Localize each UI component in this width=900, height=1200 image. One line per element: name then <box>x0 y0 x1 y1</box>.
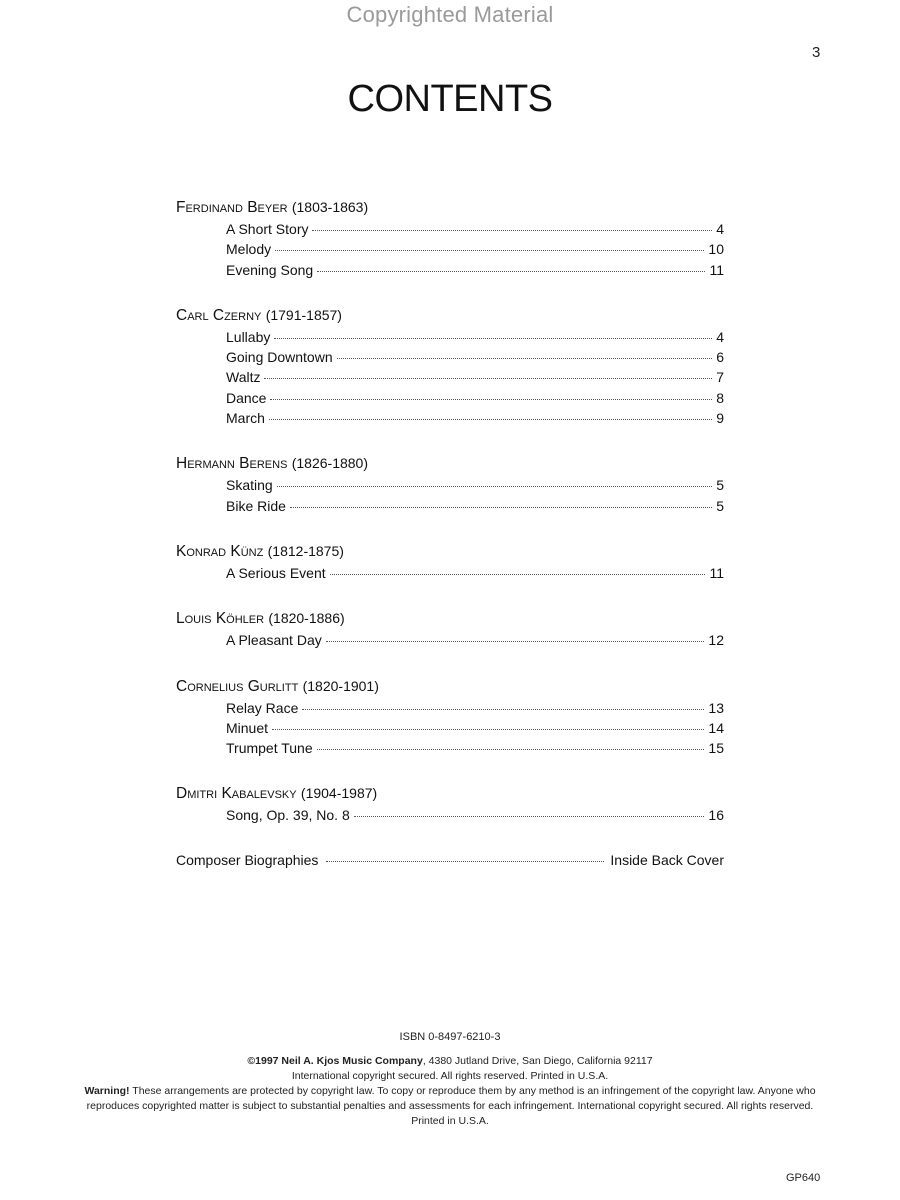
publisher-address: , 4380 Jutland Drive, San Diego, California 92117 <box>422 1055 653 1067</box>
piece-page-number: 14 <box>708 719 724 736</box>
piece-title: Skating <box>226 477 273 494</box>
composer-heading <box>176 304 724 327</box>
toc-entry[interactable] <box>226 630 724 650</box>
warning-text: These arrangements are protected by copyright law. To copy or reproduce them by any method is an infringement of the copyright law. Anyone who reproduces copyrighted matter is subject to substantial penalties and assessments for each infringement. International copyright secured. All rights reserved. Printed in U.S.A. <box>86 1085 816 1127</box>
biographies-page: Inside Back Cover <box>610 851 724 868</box>
composer-name: Konrad Künz <box>176 542 264 560</box>
piece-title: Bike Ride <box>226 497 286 514</box>
piece-page-number: 9 <box>716 410 724 427</box>
toc-entry[interactable] <box>226 563 724 583</box>
composer-heading <box>176 782 724 805</box>
dot-leader <box>269 418 712 420</box>
piece-page-number: 6 <box>716 349 724 366</box>
toc-entry[interactable] <box>226 805 724 825</box>
composer-name: Carl Czerny <box>176 306 262 324</box>
catalog-code: GP640 <box>786 1172 821 1184</box>
toc-entry[interactable] <box>226 367 724 387</box>
composer-dates: (1826-1880) <box>291 455 368 472</box>
composer-name: Ferdinand Beyer <box>176 199 288 216</box>
copyright-holder: ©1997 Neil A. Kjos Music Company <box>247 1055 423 1067</box>
dot-leader <box>317 270 705 272</box>
toc-entry[interactable] <box>226 347 724 367</box>
composer-heading <box>176 540 724 563</box>
piece-title: Melody <box>226 241 272 258</box>
composer-dates: (1820-1901) <box>302 677 379 694</box>
composer-heading <box>176 675 724 698</box>
toc-entry[interactable] <box>226 698 724 718</box>
copyright-watermark: Copyrighted Material <box>346 2 554 27</box>
composer-section <box>176 782 724 825</box>
piece-page-number: 5 <box>716 477 724 494</box>
dot-leader <box>275 249 704 251</box>
dot-leader <box>317 748 705 750</box>
piece-title: A Short Story <box>226 221 309 237</box>
dot-leader <box>326 640 705 642</box>
piece-page-number: 11 <box>709 564 724 581</box>
page-title: CONTENTS <box>347 78 553 120</box>
piece-page-number: 16 <box>708 807 724 824</box>
dot-leader <box>312 229 712 231</box>
piece-title: Minuet <box>226 719 269 736</box>
toc-entry[interactable] <box>226 219 724 239</box>
copyright-line <box>80 1054 820 1069</box>
piece-title: Evening Song <box>226 261 314 278</box>
toc-entry[interactable] <box>226 388 724 408</box>
piece-page-number: 15 <box>708 740 724 757</box>
dot-leader <box>272 728 704 730</box>
composer-name: Hermann Berens <box>176 455 288 473</box>
piece-title: Relay Race <box>226 699 299 716</box>
composer-section <box>176 607 724 650</box>
piece-title: A Serious Event <box>226 564 326 581</box>
dot-leader <box>337 357 713 359</box>
composer-heading <box>176 196 724 219</box>
toc-entry[interactable] <box>226 496 724 516</box>
piece-title: Waltz <box>226 369 261 386</box>
composer-dates: (1904-1987) <box>300 785 378 802</box>
composer-section <box>176 452 724 516</box>
warning-notice <box>80 1084 820 1129</box>
toc-entry[interactable] <box>226 239 724 259</box>
piece-page-number: 7 <box>716 369 724 386</box>
piece-page-number: 4 <box>716 328 724 345</box>
piece-title: Lullaby <box>226 328 271 345</box>
composer-dates: (1803-1863) <box>291 199 369 215</box>
composer-name: Dmitri Kabalevsky <box>176 785 297 803</box>
composer-section <box>176 196 724 280</box>
piece-page-number: 13 <box>708 699 724 716</box>
toc-entry[interactable] <box>226 408 724 428</box>
composer-name: Louis Köhler <box>176 610 265 628</box>
piece-title: Going Downtown <box>226 349 333 366</box>
dot-leader <box>290 506 712 508</box>
dot-leader <box>302 708 704 710</box>
warning-label: Warning! <box>84 1085 130 1097</box>
composer-dates: (1791-1857) <box>265 306 342 323</box>
piece-page-number: 11 <box>709 261 724 278</box>
composer-heading <box>176 452 724 475</box>
composer-dates: (1812-1875) <box>267 542 344 559</box>
piece-title: Trumpet Tune <box>226 740 313 757</box>
toc-entry[interactable] <box>226 738 724 758</box>
toc-entry[interactable] <box>226 475 724 495</box>
composer-section <box>176 304 724 428</box>
piece-page-number: 10 <box>708 241 724 258</box>
piece-page-number: 8 <box>716 389 724 406</box>
composer-section <box>176 540 724 583</box>
composer-list <box>176 196 724 826</box>
toc-entry[interactable] <box>226 718 724 738</box>
piece-title: March <box>226 410 265 427</box>
piece-page-number: 5 <box>716 497 724 514</box>
footer-copyright <box>80 1030 820 1129</box>
piece-title: A Pleasant Day <box>226 632 322 649</box>
toc-entry[interactable] <box>226 327 724 347</box>
composer-name: Cornelius Gurlitt <box>176 677 299 695</box>
composer-dates: (1820-1886) <box>268 610 345 627</box>
table-of-contents <box>176 196 724 870</box>
dot-leader <box>326 860 604 862</box>
dot-leader <box>274 337 712 339</box>
piece-page-number: 12 <box>708 632 724 649</box>
dot-leader <box>330 573 706 575</box>
biographies-label: Composer Biographies <box>176 851 319 868</box>
composer-section <box>176 675 724 759</box>
piece-title: Dance <box>226 389 267 406</box>
intl-copyright-line: International copyright secured. All rights reserved. Printed in U.S.A. <box>291 1070 609 1082</box>
piece-page-number: 4 <box>716 221 724 237</box>
biographies-entry[interactable] <box>176 850 724 870</box>
dot-leader <box>277 485 713 487</box>
isbn: ISBN 0-8497-6210-3 <box>399 1031 501 1043</box>
dot-leader <box>354 815 705 817</box>
piece-title: Song, Op. 39, No. 8 <box>226 807 350 824</box>
dot-leader <box>270 398 712 400</box>
dot-leader <box>264 377 712 379</box>
page-number: 3 <box>812 44 821 61</box>
toc-entry[interactable] <box>226 260 724 280</box>
composer-heading <box>176 607 724 630</box>
